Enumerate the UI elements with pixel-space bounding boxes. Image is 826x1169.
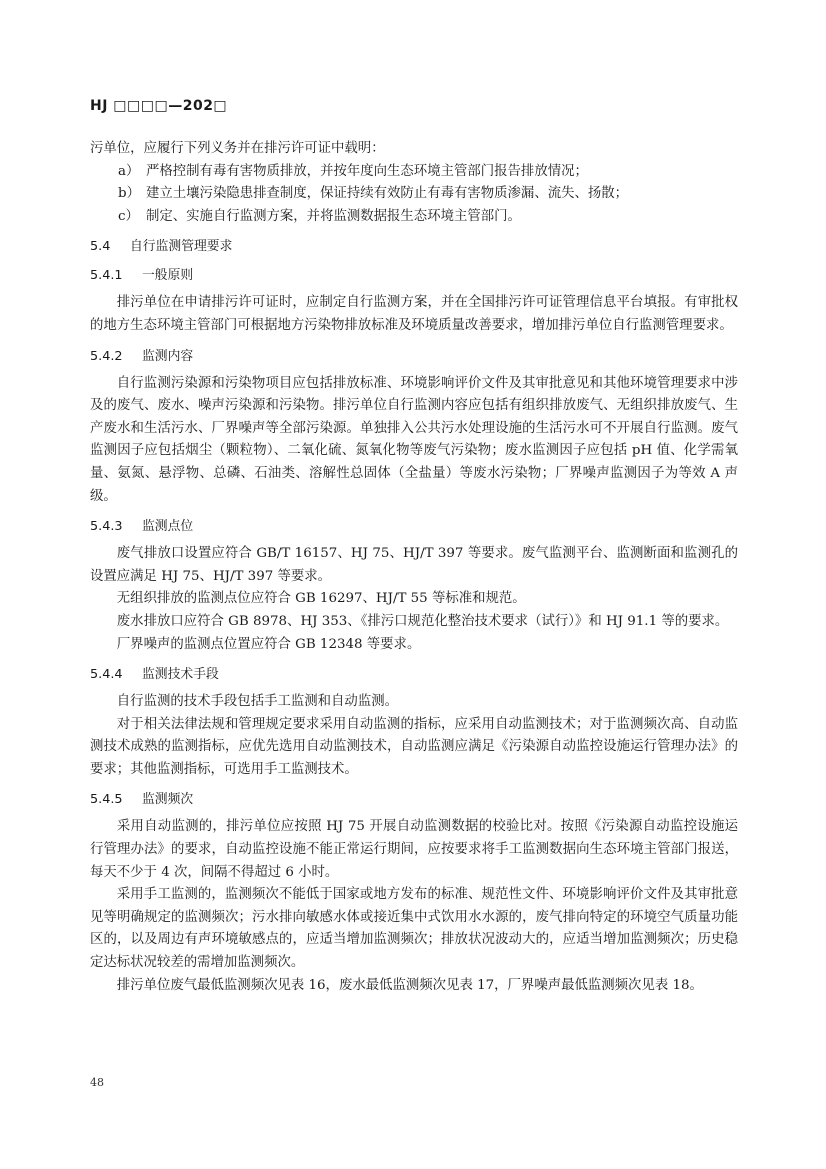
section-number: 5.4.1: [90, 268, 123, 284]
list-item: [90, 183, 738, 206]
section-heading-5-4-4: [90, 665, 738, 685]
paragraph: 排污单位在申请排污许可证时，应制定自行监测方案，并在全国排污许可证管理信息平台填报。有审批权的地方生态环境主管部门可根据地方污染物排放标准及环境质量改善要求，增加排污单位自行监测管理要求。: [90, 295, 738, 333]
paragraph: 厂界噪声的监测点位置应符合 GB 12348 等要求。: [116, 636, 421, 652]
paragraph: 废水排放口应符合 GB 8978、HJ 353、《排污口规范化整治技术要求（试行）》和 HJ 91.1 等的要求。: [116, 613, 729, 629]
section-title: 监测技术手段: [142, 667, 219, 683]
standard-code-header: HJ □□□□—202□: [90, 98, 228, 114]
list-item: [90, 161, 738, 184]
section-heading-5-4-3: [90, 517, 738, 537]
list-text: 严格控制有毒有害物质排放，并按年度向生态环境主管部门报告排放情况；: [146, 163, 588, 179]
section-heading-5-4: [90, 237, 738, 257]
section-title: 一般原则: [142, 268, 194, 284]
section-title: 监测点位: [142, 519, 194, 535]
section-number: 5.4.4: [90, 667, 123, 683]
section-title: 监测内容: [142, 348, 194, 364]
duty-list: [90, 161, 738, 229]
section-number: 5.4.5: [90, 792, 123, 808]
paragraph: 自行监测污染源和污染物项目应包括排放标准、环境影响评价文件及其审批意见和其他环境管理要求中涉及的废气、废水、噪声污染源和污染物。排污单位自行监测内容应包括有组织排放废气、无组织排放废气、生产废水和生活污水、厂界噪声等全部污染源。单独排入公共污水处理设施的生活污水可不开展自行监测。废气监测因子应包括烟尘（颗粒物）、二氧化硫、氮氧化物等废气污染物；废水监测因子应包括 pH 值、化学需氧量、氨氮、悬浮物、总磷、石油类、溶解性总固体（全盐量）等废水污染物；厂界噪声监测因子为等效 A 声级。: [90, 375, 738, 504]
list-item: [90, 206, 738, 229]
document-body: [90, 138, 738, 997]
section-heading-5-4-5: [90, 790, 738, 810]
section-number: 5.4.2: [90, 348, 123, 364]
list-marker: a）: [118, 163, 140, 179]
list-text: 制定、实施自行监测方案，并将监测数据报生态环境主管部门。: [146, 208, 521, 224]
section-number: 5.4.3: [90, 519, 123, 535]
intro-paragraph: 污单位，应履行下列义务并在排污许可证中载明：: [90, 141, 385, 156]
list-marker: c）: [118, 208, 139, 224]
section-title: 自行监测管理要求: [130, 239, 233, 255]
paragraph: 自行监测的技术手段包括手工监测和自动监测。: [116, 694, 398, 710]
paragraph: 采用手工监测的，监测频次不能低于国家或地方发布的标准、规范性文件、环境影响评价文件及其审批意见等明确规定的监测频次；污水排向敏感水体或接近集中式饮用水水源的，废气排向特定的环境空气质量功能区的，以及周边有声环境敏感点的，应适当增加监测频次；排放状况波动大的，应适当增加监测频次；历史稳定达标状况较差的需增加监测频次。: [90, 887, 738, 971]
section-heading-5-4-2: [90, 347, 738, 367]
section-number: 5.4: [90, 239, 111, 255]
paragraph: 无组织排放的监测点位应符合 GB 16297、HJ/T 55 等标准和规范。: [116, 591, 526, 607]
list-text: 建立土壤污染隐患排查制度，保证持续有效防止有毒有害物质渗漏、流失、扬散；: [146, 186, 629, 202]
list-marker: b）: [118, 186, 140, 202]
paragraph: 排污单位废气最低监测频次见表 16，废水最低监测频次见表 17，厂界噪声最低监测频次见表 18。: [116, 977, 703, 993]
paragraph: 对于相关法律法规和管理规定要求采用自动监测的指标，应采用自动监测技术；对于监测频次高、自动监测技术成熟的监测指标，应优先选用自动监测技术，自动监测应满足《污染源自动监控设施运行管理办法》的要求；其他监测指标，可选用手工监测技术。: [90, 716, 738, 777]
paragraph: 废气排放口设置应符合 GB/T 16157、HJ 75、HJ/T 397 等要求。废气监测平台、监测断面和监测孔的设置应满足 HJ 75、HJ/T 397 等要求。: [90, 546, 738, 584]
paragraph: 采用自动监测的，排污单位应按照 HJ 75 开展自动监测数据的校验比对。按照《污染源自动监控设施运行管理办法》的要求，自动监控设施不能正常运行期间，应按要求将手工监测数据向生态环境主管部门报送，每天不少于 4 次，间隔不得超过 6 小时。: [90, 819, 738, 880]
section-title: 监测频次: [142, 792, 194, 808]
section-heading-5-4-1: [90, 266, 738, 286]
page-number: 48: [90, 1076, 104, 1089]
